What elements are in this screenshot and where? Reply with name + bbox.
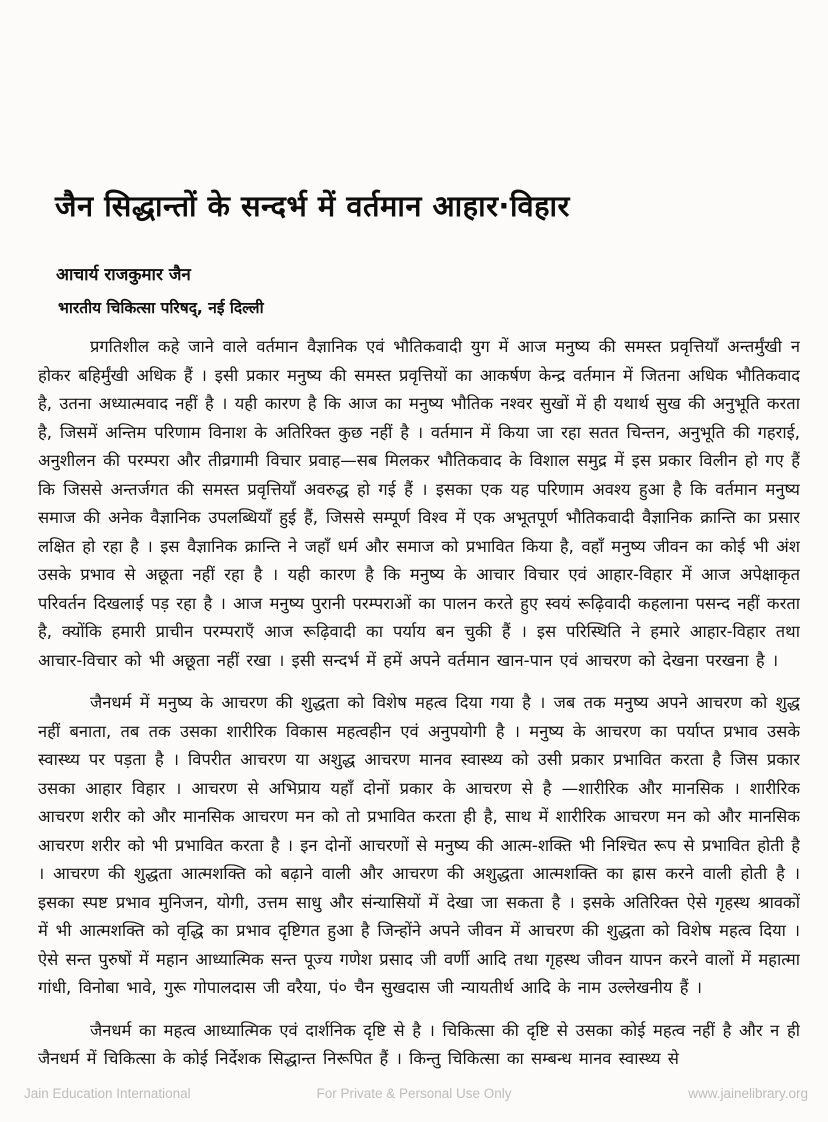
page-footer bbox=[0, 1086, 828, 1106]
footer-usage-note: For Private & Personal Use Only bbox=[316, 1086, 512, 1101]
footer-website: www.jainelibrary.org bbox=[688, 1086, 808, 1101]
paragraph-2: जैनधर्म में मनुष्य के आचरण की शुद्धता को विशेष महत्व दिया गया है । जब तक मनुष्य अपने आचरण को शुद्ध नहीं बनाता, तब तक उसका शारीरिक विकास महत्वहीन एवं अनुपयोगी है । मनुष्य के आचरण का पर्याप्त प्रभाव उसके स्वास्थ्य पर पड़ता है । विपरीत आचरण या अशुद्ध आचरण मानव स्वास्थ्य को उसी प्रकार प्रभावित करता है जिस प्रकार उसका आहार विहार । आचरण से अभिप्राय यहाँ दोनों प्रकार के आचरण से है —शारीरिक और मानसिक । शारीरिक आचरण शरीर को और मानसिक आचरण मन को तो प्रभावित करता ही है, साथ में शारीरिक आचरण मन को और मानसिक आचरण शरीर को भी प्रभावित करता है । इन दोनों आचरणों से मनुष्य की आत्म-शक्ति भी निश्चित रूप से प्रभावित होती है । आचरण की शुद्धता आत्मशक्ति को बढ़ाने वाली और आचरण की अशुद्धता आत्मशक्ति का ह्रास करने वाली होती है । इसका स्पष्ट प्रभाव मुनिजन, योगी, उत्तम साधु और संन्यासियों में देखा जा सकता है । इसके अतिरिक्त ऐसे गृहस्थ श्रावकों में भी आत्मशक्ति को वृद्धि का प्रभाव दृष्टिगत हुआ है जिन्होंने अपने जीवन में आचरण की शुद्धता को विशेष महत्व दिया । ऐसे सन्त पुरुषों में महान आध्यात्मिक सन्त पूज्य गणेश प्रसाद जी वर्णी आदि तथा गृहस्थ जीवन यापन करने वालों में महात्मा गांधी, विनोबा भावे, गुरू गोपालदास जी वरैया, पं० चैन सुखदास जी न्यायतीर्थ आदि के नाम उल्लेखनीय हैं । bbox=[38, 693, 800, 997]
article-title: जैन सिद्धान्तों के सन्दर्भ में वर्तमान आहार·विहार bbox=[55, 189, 570, 223]
footer-publisher: Jain Education International bbox=[24, 1086, 191, 1101]
article-body bbox=[38, 333, 800, 1072]
paragraph-1: प्रगतिशील कहे जाने वाले वर्तमान वैज्ञानिक एवं भौतिकवादी युग में आज मनुष्य की समस्त प्रवृत्तियाँ अन्तर्मुंखी न होकर बहिर्मुंखी अधिक हैं । इसी प्रकार मनुष्य की समस्त प्रवृत्तियों का आकर्षण केन्द्र वर्तमान में जितना अधिक भौतिकवाद है, उतना अध्यात्मवाद नहीं है । यही कारण है कि आज का मनुष्य भौतिक नश्वर सुखों में ही यथार्थ सुख की अनुभूति करता है, जिसमें अन्तिम परिणाम विनाश के अतिरिक्त कुछ नहीं है । वर्तमान में किया जा रहा सतत चिन्तन, अनुभूति की गहराई, अनुशीलन की परम्परा और तीव्रगामी विचार प्रवाह—सब मिलकर भौतिकवाद के विशाल समुद्र में इस प्रकार विलीन हो गए हैं कि जिससे अन्तर्जगत की समस्त प्रवृत्तियाँ अवरुद्ध हो गई हैं । इसका एक यह परिणाम अवश्य हुआ है कि वर्तमान मनुष्य समाज की अनेक वैज्ञानिक उपलब्धियाँ हुई हैं, जिससे सम्पूर्ण विश्व में एक अभूतपूर्ण भौतिकवादी वैज्ञानिक क्रान्ति का प्रसार लक्षित हो रहा है । इस वैज्ञानिक क्रान्ति ने जहाँ धर्म और समाज को प्रभावित किया है, वहाँ मनुष्य जीवन का कोई भी अंश उसके प्रभाव से अछूता नहीं रहा है । यही कारण है कि मनुष्य के आचार विचार एवं आहार-विहार में आज अपेक्षाकृत परिवर्तन दिखलाई पड़ रहा है । आज मनुष्य पुरानी परम्पराओं का पालन करते हुए स्वयं रूढ़िवादी कहलाना पसन्द नहीं करता है, क्योंकि हमारी प्राचीन परम्पराएँ आज रूढ़िवादी का पर्याय बन चुकी हैं । इस परिस्थिति ने हमारे आहार-विहार तथा आचार-विचार को भी अछूता नहीं रखा । इसी सन्दर्भ में हमें अपने वर्तमान खान-पान एवं आचरण को देखना परखना है । bbox=[38, 337, 800, 670]
author-name: आचार्य राजकुमार जैन bbox=[56, 265, 191, 285]
author-affiliation: भारतीय चिकित्सा परिषद्, नई दिल्ली bbox=[58, 299, 264, 317]
paragraph-3: जैनधर्म का महत्व आध्यात्मिक एवं दार्शनिक दृष्टि से है । चिकित्सा की दृष्टि से उसका कोई महत्व नहीं है और न ही जैनधर्म में चिकित्सा के कोई निर्देशक सिद्धान्त निरूपित हैं । किन्तु चिकित्सा का सम्बन्ध मानव स्वास्थ्य से bbox=[38, 1020, 800, 1068]
